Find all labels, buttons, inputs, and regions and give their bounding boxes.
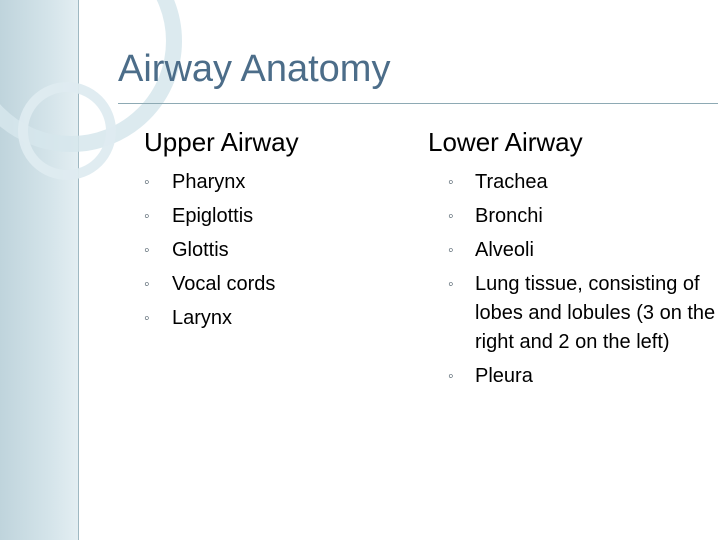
list-item: ◦ Pleura [426, 362, 716, 391]
bullet-icon: ◦ [448, 368, 454, 385]
list-item: ◦ Alveoli [426, 236, 716, 265]
list-item: ◦ Epiglottis [142, 202, 392, 231]
bullet-icon: ◦ [144, 242, 150, 259]
list-item: ◦ Pharynx [142, 168, 392, 197]
bullet-icon: ◦ [144, 174, 150, 191]
bullet-icon: ◦ [144, 208, 150, 225]
lower-airway-list [426, 168, 716, 391]
lower-airway-heading [426, 124, 716, 160]
title-underline [118, 103, 718, 104]
bullet-icon: ◦ [448, 174, 454, 191]
list-item: ◦ Vocal cords [142, 270, 392, 299]
left-decorative-band [0, 0, 79, 540]
lower-airway-heading-text: Lower Airway [428, 127, 583, 157]
lower-airway-column [426, 124, 716, 396]
list-item: ◦ Bronchi [426, 202, 716, 231]
list-item: ◦ Larynx [142, 304, 392, 333]
bullet-icon: ◦ [144, 276, 150, 293]
list-item: ◦ Lung tissue, consisting of lobes and lobules (3 on the right and 2 on the left) [426, 270, 716, 357]
upper-airway-heading-text: Upper Airway [144, 127, 299, 157]
bullet-icon: ◦ [448, 208, 454, 225]
upper-airway-column [142, 124, 392, 338]
upper-airway-list [142, 168, 392, 333]
slide-title: Airway Anatomy [118, 48, 391, 90]
upper-airway-heading [142, 124, 392, 160]
bullet-icon: ◦ [144, 310, 150, 327]
bullet-icon: ◦ [448, 276, 454, 293]
bullet-icon: ◦ [448, 242, 454, 259]
list-item: ◦ Glottis [142, 236, 392, 265]
list-item: ◦ Trachea [426, 168, 716, 197]
